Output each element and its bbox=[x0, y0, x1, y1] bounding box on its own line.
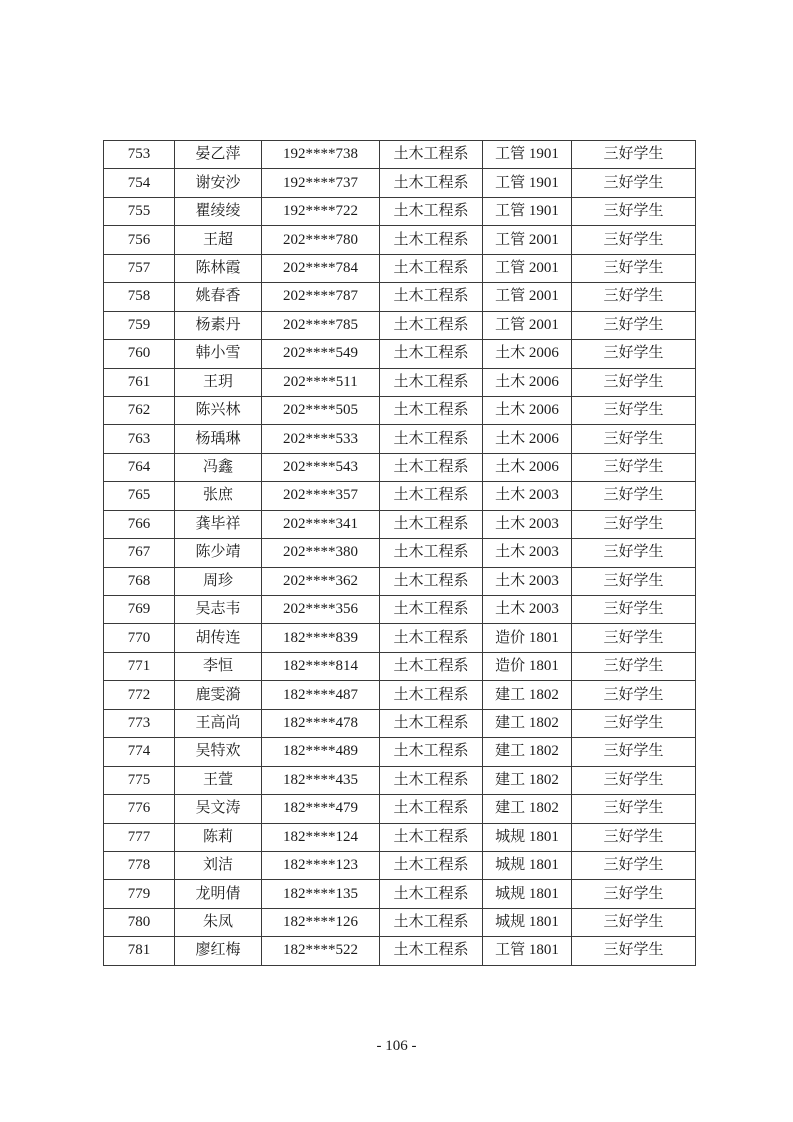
table-row bbox=[104, 226, 696, 254]
cell-department: 土木工程系 bbox=[380, 908, 483, 936]
cell-name: 陈莉 bbox=[175, 823, 262, 851]
cell-class-name: 工管 2001 bbox=[483, 226, 572, 254]
table-row bbox=[104, 283, 696, 311]
cell-award: 三好学生 bbox=[572, 226, 696, 254]
cell-department: 土木工程系 bbox=[380, 368, 483, 396]
cell-name: 龚毕祥 bbox=[175, 510, 262, 538]
cell-class-name: 城规 1801 bbox=[483, 908, 572, 936]
cell-award: 三好学生 bbox=[572, 851, 696, 879]
cell-award: 三好学生 bbox=[572, 709, 696, 737]
table-row bbox=[104, 652, 696, 680]
cell-class-name: 土木 2003 bbox=[483, 539, 572, 567]
cell-department: 土木工程系 bbox=[380, 539, 483, 567]
cell-department: 土木工程系 bbox=[380, 169, 483, 197]
cell-no: 755 bbox=[104, 197, 175, 225]
cell-name: 王高尚 bbox=[175, 709, 262, 737]
student-award-table bbox=[103, 140, 696, 966]
cell-name: 王超 bbox=[175, 226, 262, 254]
cell-name: 廖红梅 bbox=[175, 937, 262, 965]
cell-class-name: 城规 1801 bbox=[483, 823, 572, 851]
cell-student-id: 202****380 bbox=[262, 539, 380, 567]
cell-class-name: 造价 1801 bbox=[483, 624, 572, 652]
cell-award: 三好学生 bbox=[572, 681, 696, 709]
cell-student-id: 192****737 bbox=[262, 169, 380, 197]
cell-student-id: 182****124 bbox=[262, 823, 380, 851]
cell-award: 三好学生 bbox=[572, 311, 696, 339]
table-row bbox=[104, 254, 696, 282]
cell-student-id: 182****487 bbox=[262, 681, 380, 709]
cell-no: 771 bbox=[104, 652, 175, 680]
cell-award: 三好学生 bbox=[572, 197, 696, 225]
cell-name: 刘洁 bbox=[175, 851, 262, 879]
cell-department: 土木工程系 bbox=[380, 283, 483, 311]
cell-no: 765 bbox=[104, 482, 175, 510]
cell-no: 780 bbox=[104, 908, 175, 936]
cell-name: 瞿绫绫 bbox=[175, 197, 262, 225]
cell-name: 吴特欢 bbox=[175, 738, 262, 766]
cell-class-name: 土木 2006 bbox=[483, 425, 572, 453]
table-row bbox=[104, 453, 696, 481]
cell-award: 三好学生 bbox=[572, 340, 696, 368]
cell-student-id: 182****435 bbox=[262, 766, 380, 794]
cell-no: 776 bbox=[104, 795, 175, 823]
cell-department: 土木工程系 bbox=[380, 425, 483, 453]
cell-no: 774 bbox=[104, 738, 175, 766]
cell-student-id: 202****549 bbox=[262, 340, 380, 368]
cell-class-name: 建工 1802 bbox=[483, 709, 572, 737]
cell-name: 朱凤 bbox=[175, 908, 262, 936]
cell-no: 766 bbox=[104, 510, 175, 538]
cell-student-id: 182****814 bbox=[262, 652, 380, 680]
cell-department: 土木工程系 bbox=[380, 652, 483, 680]
cell-department: 土木工程系 bbox=[380, 141, 483, 169]
cell-class-name: 建工 1802 bbox=[483, 681, 572, 709]
cell-student-id: 182****135 bbox=[262, 880, 380, 908]
cell-no: 781 bbox=[104, 937, 175, 965]
cell-department: 土木工程系 bbox=[380, 851, 483, 879]
cell-class-name: 土木 2006 bbox=[483, 340, 572, 368]
cell-student-id: 182****126 bbox=[262, 908, 380, 936]
cell-department: 土木工程系 bbox=[380, 766, 483, 794]
cell-award: 三好学生 bbox=[572, 254, 696, 282]
cell-award: 三好学生 bbox=[572, 510, 696, 538]
cell-student-id: 202****780 bbox=[262, 226, 380, 254]
cell-student-id: 202****357 bbox=[262, 482, 380, 510]
cell-award: 三好学生 bbox=[572, 880, 696, 908]
cell-name: 冯鑫 bbox=[175, 453, 262, 481]
cell-class-name: 土木 2003 bbox=[483, 482, 572, 510]
cell-department: 土木工程系 bbox=[380, 311, 483, 339]
table-row bbox=[104, 368, 696, 396]
cell-name: 王玥 bbox=[175, 368, 262, 396]
cell-no: 763 bbox=[104, 425, 175, 453]
cell-name: 鹿雯漪 bbox=[175, 681, 262, 709]
cell-class-name: 土木 2003 bbox=[483, 567, 572, 595]
cell-award: 三好学生 bbox=[572, 567, 696, 595]
cell-student-id: 182****489 bbox=[262, 738, 380, 766]
cell-name: 陈林霞 bbox=[175, 254, 262, 282]
cell-award: 三好学生 bbox=[572, 482, 696, 510]
cell-student-id: 202****341 bbox=[262, 510, 380, 538]
cell-no: 760 bbox=[104, 340, 175, 368]
cell-department: 土木工程系 bbox=[380, 226, 483, 254]
cell-award: 三好学生 bbox=[572, 368, 696, 396]
cell-no: 777 bbox=[104, 823, 175, 851]
cell-department: 土木工程系 bbox=[380, 709, 483, 737]
cell-class-name: 工管 2001 bbox=[483, 311, 572, 339]
cell-department: 土木工程系 bbox=[380, 880, 483, 908]
cell-department: 土木工程系 bbox=[380, 510, 483, 538]
cell-class-name: 造价 1801 bbox=[483, 652, 572, 680]
table-row bbox=[104, 709, 696, 737]
cell-award: 三好学生 bbox=[572, 283, 696, 311]
cell-no: 769 bbox=[104, 596, 175, 624]
cell-award: 三好学生 bbox=[572, 823, 696, 851]
table-row bbox=[104, 311, 696, 339]
cell-no: 759 bbox=[104, 311, 175, 339]
table-row bbox=[104, 197, 696, 225]
cell-name: 杨瑀琳 bbox=[175, 425, 262, 453]
cell-department: 土木工程系 bbox=[380, 482, 483, 510]
cell-department: 土木工程系 bbox=[380, 738, 483, 766]
cell-department: 土木工程系 bbox=[380, 596, 483, 624]
cell-class-name: 城规 1801 bbox=[483, 851, 572, 879]
cell-award: 三好学生 bbox=[572, 937, 696, 965]
cell-department: 土木工程系 bbox=[380, 396, 483, 424]
cell-class-name: 城规 1801 bbox=[483, 880, 572, 908]
cell-class-name: 土木 2006 bbox=[483, 396, 572, 424]
cell-no: 778 bbox=[104, 851, 175, 879]
cell-student-id: 182****123 bbox=[262, 851, 380, 879]
cell-no: 756 bbox=[104, 226, 175, 254]
cell-name: 龙明倩 bbox=[175, 880, 262, 908]
cell-name: 李恒 bbox=[175, 652, 262, 680]
cell-award: 三好学生 bbox=[572, 652, 696, 680]
cell-award: 三好学生 bbox=[572, 766, 696, 794]
cell-student-id: 202****505 bbox=[262, 396, 380, 424]
table-row bbox=[104, 596, 696, 624]
cell-student-id: 202****785 bbox=[262, 311, 380, 339]
cell-award: 三好学生 bbox=[572, 396, 696, 424]
student-award-table-body bbox=[104, 141, 696, 966]
cell-no: 772 bbox=[104, 681, 175, 709]
cell-name: 陈兴林 bbox=[175, 396, 262, 424]
cell-no: 762 bbox=[104, 396, 175, 424]
cell-student-id: 182****839 bbox=[262, 624, 380, 652]
cell-no: 757 bbox=[104, 254, 175, 282]
cell-name: 王萱 bbox=[175, 766, 262, 794]
cell-department: 土木工程系 bbox=[380, 197, 483, 225]
cell-award: 三好学生 bbox=[572, 738, 696, 766]
cell-name: 韩小雪 bbox=[175, 340, 262, 368]
cell-no: 753 bbox=[104, 141, 175, 169]
cell-student-id: 202****356 bbox=[262, 596, 380, 624]
page-number: - 106 - bbox=[376, 1038, 417, 1054]
cell-award: 三好学生 bbox=[572, 795, 696, 823]
cell-student-id: 202****784 bbox=[262, 254, 380, 282]
table-row bbox=[104, 681, 696, 709]
table-row bbox=[104, 425, 696, 453]
cell-department: 土木工程系 bbox=[380, 624, 483, 652]
cell-no: 767 bbox=[104, 539, 175, 567]
cell-class-name: 工管 1901 bbox=[483, 141, 572, 169]
table-row bbox=[104, 908, 696, 936]
cell-no: 768 bbox=[104, 567, 175, 595]
table-row bbox=[104, 340, 696, 368]
cell-class-name: 建工 1802 bbox=[483, 766, 572, 794]
cell-name: 杨素丹 bbox=[175, 311, 262, 339]
cell-no: 758 bbox=[104, 283, 175, 311]
table-row bbox=[104, 937, 696, 965]
table-row bbox=[104, 510, 696, 538]
cell-student-id: 202****511 bbox=[262, 368, 380, 396]
cell-department: 土木工程系 bbox=[380, 681, 483, 709]
cell-no: 770 bbox=[104, 624, 175, 652]
cell-class-name: 工管 1801 bbox=[483, 937, 572, 965]
cell-name: 张庶 bbox=[175, 482, 262, 510]
cell-class-name: 土木 2006 bbox=[483, 368, 572, 396]
cell-class-name: 工管 2001 bbox=[483, 283, 572, 311]
cell-department: 土木工程系 bbox=[380, 567, 483, 595]
cell-student-id: 202****787 bbox=[262, 283, 380, 311]
cell-class-name: 工管 2001 bbox=[483, 254, 572, 282]
cell-class-name: 土木 2006 bbox=[483, 453, 572, 481]
cell-department: 土木工程系 bbox=[380, 795, 483, 823]
cell-name: 谢安沙 bbox=[175, 169, 262, 197]
cell-name: 周珍 bbox=[175, 567, 262, 595]
cell-department: 土木工程系 bbox=[380, 453, 483, 481]
cell-class-name: 建工 1802 bbox=[483, 795, 572, 823]
cell-award: 三好学生 bbox=[572, 453, 696, 481]
table-row bbox=[104, 823, 696, 851]
cell-class-name: 建工 1802 bbox=[483, 738, 572, 766]
cell-student-id: 202****362 bbox=[262, 567, 380, 595]
table-row bbox=[104, 539, 696, 567]
table-row bbox=[104, 396, 696, 424]
cell-name: 吴志韦 bbox=[175, 596, 262, 624]
cell-award: 三好学生 bbox=[572, 539, 696, 567]
cell-student-id: 182****479 bbox=[262, 795, 380, 823]
cell-no: 779 bbox=[104, 880, 175, 908]
cell-award: 三好学生 bbox=[572, 908, 696, 936]
cell-award: 三好学生 bbox=[572, 624, 696, 652]
table-row bbox=[104, 169, 696, 197]
cell-award: 三好学生 bbox=[572, 425, 696, 453]
cell-no: 764 bbox=[104, 453, 175, 481]
table-row bbox=[104, 567, 696, 595]
table-row bbox=[104, 766, 696, 794]
cell-no: 773 bbox=[104, 709, 175, 737]
table-row bbox=[104, 482, 696, 510]
cell-class-name: 土木 2003 bbox=[483, 596, 572, 624]
cell-department: 土木工程系 bbox=[380, 254, 483, 282]
cell-student-id: 202****533 bbox=[262, 425, 380, 453]
cell-award: 三好学生 bbox=[572, 141, 696, 169]
cell-class-name: 土木 2003 bbox=[483, 510, 572, 538]
cell-award: 三好学生 bbox=[572, 169, 696, 197]
cell-name: 晏乙萍 bbox=[175, 141, 262, 169]
cell-student-id: 192****722 bbox=[262, 197, 380, 225]
cell-student-id: 192****738 bbox=[262, 141, 380, 169]
cell-class-name: 工管 1901 bbox=[483, 169, 572, 197]
table-row bbox=[104, 141, 696, 169]
cell-no: 754 bbox=[104, 169, 175, 197]
cell-award: 三好学生 bbox=[572, 596, 696, 624]
cell-student-id: 182****522 bbox=[262, 937, 380, 965]
cell-name: 胡传连 bbox=[175, 624, 262, 652]
table-row bbox=[104, 880, 696, 908]
cell-name: 吴文涛 bbox=[175, 795, 262, 823]
cell-no: 761 bbox=[104, 368, 175, 396]
table-row bbox=[104, 851, 696, 879]
cell-name: 姚春香 bbox=[175, 283, 262, 311]
cell-student-id: 182****478 bbox=[262, 709, 380, 737]
table-row bbox=[104, 624, 696, 652]
cell-department: 土木工程系 bbox=[380, 937, 483, 965]
cell-name: 陈少靖 bbox=[175, 539, 262, 567]
cell-department: 土木工程系 bbox=[380, 823, 483, 851]
cell-student-id: 202****543 bbox=[262, 453, 380, 481]
cell-no: 775 bbox=[104, 766, 175, 794]
table-row bbox=[104, 795, 696, 823]
table-row bbox=[104, 738, 696, 766]
cell-department: 土木工程系 bbox=[380, 340, 483, 368]
cell-class-name: 工管 1901 bbox=[483, 197, 572, 225]
